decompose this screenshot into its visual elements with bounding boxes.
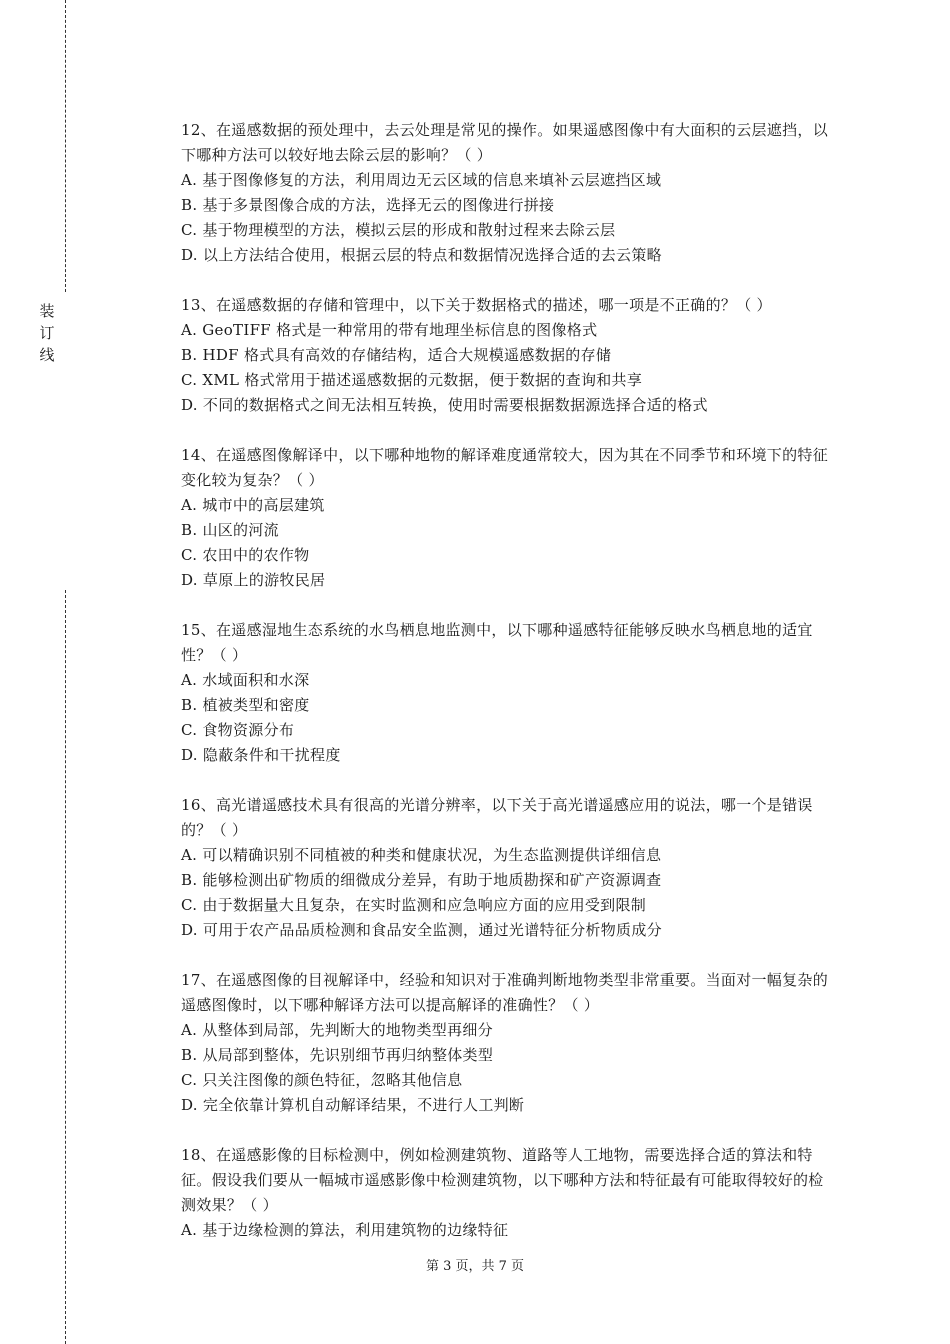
binding-label <box>38 300 56 366</box>
option-b: B. HDF 格式具有高效的存储结构，适合大规模遥感数据的存储 <box>181 346 612 364</box>
option-a: A. 可以精确识别不同植被的种类和健康状况，为生态监测提供详细信息 <box>181 846 662 864</box>
option-a: A. 基于图像修复的方法，利用周边无云区域的信息来填补云层遮挡区域 <box>181 171 662 189</box>
binding-line-bottom <box>65 590 66 1344</box>
question-stem: 13、在遥感数据的存储和管理中，以下关于数据格式的描述，哪一项是不正确的？（ ） <box>181 296 772 314</box>
option-d: D. 以上方法结合使用，根据云层的特点和数据情况选择合适的去云策略 <box>181 246 662 264</box>
binding-char: 线 <box>39 346 55 364</box>
binding-char: 装 <box>39 302 55 320</box>
page-footer <box>0 1258 950 1276</box>
option-c: C. XML 格式常用于描述遥感数据的元数据，便于数据的查询和共享 <box>181 371 643 389</box>
page-number: 第 3 页，共 7 页 <box>425 1259 525 1274</box>
option-d: D. 不同的数据格式之间无法相互转换，使用时需要根据数据源选择合适的格式 <box>181 396 708 414</box>
question-17 <box>181 968 837 1118</box>
option-c: C. 基于物理模型的方法，模拟云层的形成和散射过程来去除云层 <box>181 221 616 239</box>
question-list <box>181 118 837 1268</box>
question-13 <box>181 293 837 418</box>
option-d: D. 隐蔽条件和干扰程度 <box>181 746 341 764</box>
question-stem: 16、高光谱遥感技术具有很高的光谱分辨率，以下关于高光谱遥感应用的说法，哪一个是错误的？（ ） <box>181 796 813 839</box>
question-16 <box>181 793 837 943</box>
option-a: A. 城市中的高层建筑 <box>181 496 325 514</box>
question-stem: 17、在遥感图像的目视解译中，经验和知识对于准确判断地物类型非常重要。当面对一幅复杂的遥感图像时，以下哪种解译方法可以提高解译的准确性？（ ） <box>181 971 828 1014</box>
option-b: B. 山区的河流 <box>181 521 279 539</box>
option-b: B. 能够检测出矿物质的细微成分差异，有助于地质勘探和矿产资源调查 <box>181 871 662 889</box>
option-c: C. 只关注图像的颜色特征，忽略其他信息 <box>181 1071 463 1089</box>
option-c: C. 食物资源分布 <box>181 721 295 739</box>
option-a: A. GeoTIFF 格式是一种常用的带有地理坐标信息的图像格式 <box>181 321 598 339</box>
option-b: B. 基于多景图像合成的方法，选择无云的图像进行拼接 <box>181 196 555 214</box>
question-12 <box>181 118 837 268</box>
question-stem: 14、在遥感图像解译中，以下哪种地物的解译难度通常较大，因为其在不同季节和环境下的特征变化较为复杂？（ ） <box>181 446 828 489</box>
option-a: A. 基于边缘检测的算法，利用建筑物的边缘特征 <box>181 1221 509 1239</box>
option-a: A. 水域面积和水深 <box>181 671 310 689</box>
option-b: B. 从局部到整体，先识别细节再归纳整体类型 <box>181 1046 494 1064</box>
option-c: C. 由于数据量大且复杂，在实时监测和应急响应方面的应用受到限制 <box>181 896 647 914</box>
option-b: B. 植被类型和密度 <box>181 696 310 714</box>
option-d: D. 草原上的游牧民居 <box>181 571 326 589</box>
binding-char: 订 <box>39 324 55 342</box>
question-stem: 15、在遥感湿地生态系统的水鸟栖息地监测中，以下哪种遥感特征能够反映水鸟栖息地的适宜性？（ ） <box>181 621 813 664</box>
binding-line-top <box>65 0 66 292</box>
question-stem: 12、在遥感数据的预处理中，去云处理是常见的操作。如果遥感图像中有大面积的云层遮挡，以下哪种方法可以较好地去除云层的影响？（ ） <box>181 121 828 164</box>
question-18 <box>181 1143 837 1243</box>
option-a: A. 从整体到局部，先判断大的地物类型再细分 <box>181 1021 493 1039</box>
question-15 <box>181 618 837 768</box>
option-d: D. 可用于农产品品质检测和食品安全监测，通过光谱特征分析物质成分 <box>181 921 662 939</box>
option-c: C. 农田中的农作物 <box>181 546 310 564</box>
question-14 <box>181 443 837 593</box>
option-d: D. 完全依靠计算机自动解译结果，不进行人工判断 <box>181 1096 525 1114</box>
question-stem: 18、在遥感影像的目标检测中，例如检测建筑物、道路等人工地物，需要选择合适的算法和特征。假设我们要从一幅城市遥感影像中检测建筑物，以下哪种方法和特征最有可能取得较好的检测效果？（ ） <box>181 1146 824 1214</box>
